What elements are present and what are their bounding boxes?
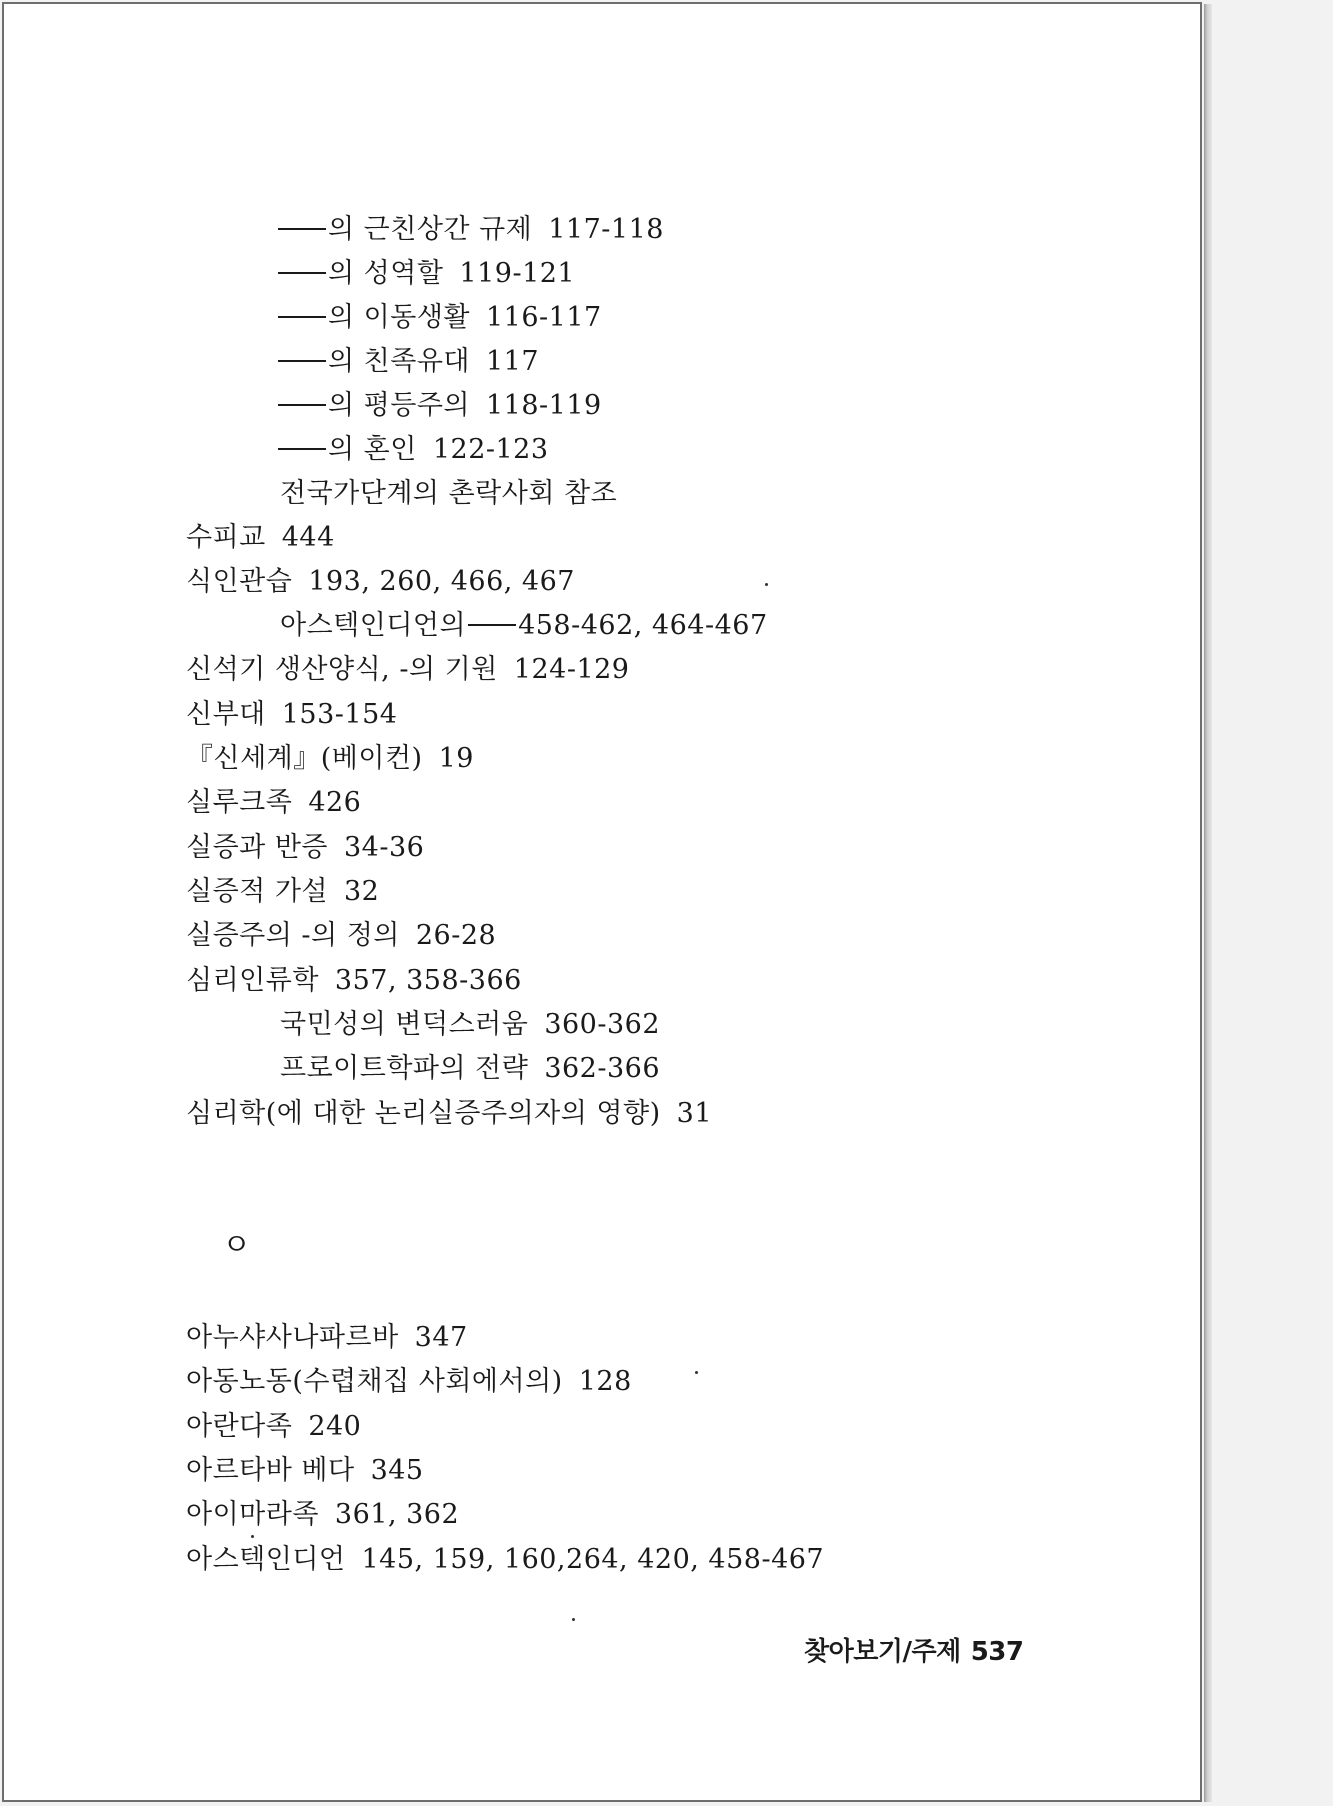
index-subentry: 의 혼인 122-123: [278, 432, 549, 468]
index-subentry: 의 성역할 119-121: [278, 256, 575, 292]
index-subentry: 의 이동생활 116-117: [278, 300, 602, 336]
index-entry: 실루크족 426: [186, 787, 362, 818]
index-subentry: 의 친족유대 117: [278, 344, 539, 380]
index-entry: 아스텍인디언 145, 159, 160,264, 420, 458-467: [186, 1544, 825, 1575]
repeat-dash: [278, 404, 326, 406]
index-entry: 심리인류학 357, 358-366: [186, 965, 522, 996]
index-cross-reference: 전국가단계의 촌락사회 참조: [280, 478, 618, 509]
scan-speck: [251, 1535, 254, 1538]
index-subentry: 프로이트학파의 전략 362-366: [280, 1053, 661, 1084]
repeat-dash: [278, 316, 326, 318]
index-entry: 식인관습 193, 260, 466, 467: [186, 566, 575, 597]
page-edge: [1204, 4, 1212, 1802]
repeat-dash: [278, 360, 326, 362]
index-entry: 아이마라족 361, 362: [186, 1499, 460, 1530]
index-subentry: 의 평등주의 118-119: [278, 388, 602, 424]
index-entry: 아누샤사나파르바 347: [186, 1322, 468, 1353]
index-entry: 실증적 가설 32: [186, 876, 380, 907]
index-entry: 『신세계』(베이컨) 19: [186, 743, 474, 774]
page-number: 537: [970, 1637, 1024, 1667]
index-subentry: 의 근친상간 규제 117-118: [278, 212, 664, 248]
scan-speck: [572, 1618, 575, 1621]
index-entry: 신석기 생산양식, -의 기원 124-129: [186, 654, 630, 685]
index-entry: 아르타바 베다 345: [186, 1455, 424, 1486]
scan-speck: [765, 583, 768, 586]
repeat-dash: [278, 448, 326, 450]
page-footer: [804, 1634, 1023, 1670]
index-subentry: 국민성의 변덕스러움 360-362: [280, 1009, 661, 1040]
repeat-dash: [468, 624, 516, 626]
index-subentry: 아스텍인디언의 458-462, 464-467: [280, 610, 768, 641]
index-entry: 아란다족 240: [186, 1411, 362, 1442]
scan-speck: [695, 1371, 698, 1374]
index-entry: 아동노동(수렵채집 사회에서의) 128: [186, 1366, 632, 1397]
index-entry: 심리학(에 대한 논리실증주의자의 영향) 31: [186, 1098, 712, 1129]
repeat-dash: [278, 228, 326, 230]
index-entry: 신부대 153-154: [186, 699, 398, 730]
index-entry: 실증주의 -의 정의 26-28: [186, 920, 497, 951]
repeat-dash: [278, 272, 326, 274]
running-footer-label: 찾아보기/주제: [804, 1637, 961, 1667]
book-page: [2, 2, 1202, 1802]
index-entry: 실증과 반증 34-36: [186, 832, 425, 863]
index-entry: 수피교 444: [186, 522, 335, 553]
section-letter: ㅇ: [222, 1228, 251, 1263]
